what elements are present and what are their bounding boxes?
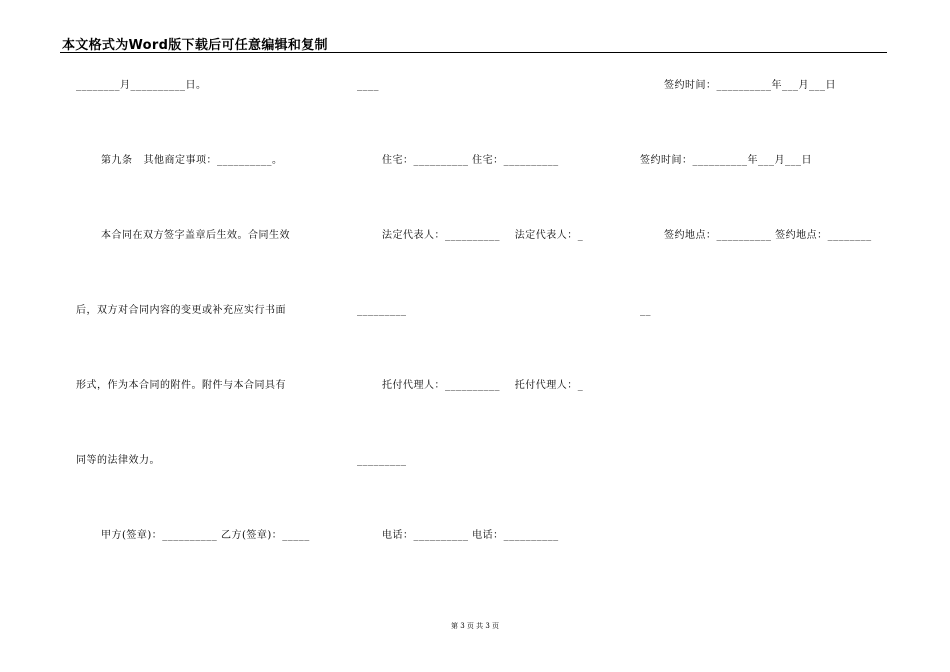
right-line-sign-place-cont: __ (640, 305, 651, 316)
left-line-effect-3: 形式，作为本合同的附件。附件与本合同具有 (76, 380, 286, 391)
page-number-footer: 第 3 页 共 3 页 (450, 622, 500, 630)
middle-line-agent: 托付代理人：__________ 托付代理人：_ (382, 380, 584, 391)
middle-line-legal-rep: 法定代表人：__________ 法定代表人：_ (382, 230, 584, 241)
left-line-signatures: 甲方(签章)：__________ 乙方(签章)：_____ (101, 530, 310, 541)
header-divider (60, 52, 887, 53)
right-line-sign-time-2: 签约时间：__________年___月___日 (640, 155, 812, 166)
left-line-effect-1: 本合同在双方签字盖章后生效。合同生效 (101, 230, 290, 241)
document-header-title: 本文格式为Word版下载后可任意编辑和复制 (62, 38, 328, 53)
left-line-effect-4: 同等的法律效力。 (76, 455, 160, 466)
middle-line-blank: ____ (357, 80, 379, 91)
left-line-article-nine: 第九条 其他商定事项：__________。 (101, 155, 283, 166)
middle-line-residence: 住宅：__________ 住宅：__________ (382, 155, 559, 166)
middle-line-phone: 电话：__________ 电话：__________ (382, 530, 559, 541)
middle-line-legal-rep-cont: _________ (357, 305, 407, 316)
right-line-sign-place: 签约地点：__________ 签约地点：________ (664, 230, 872, 241)
left-line-date: ________月__________日。 (76, 80, 207, 91)
middle-line-agent-cont: _________ (357, 455, 407, 466)
left-line-effect-2: 后，双方对合同内容的变更或补充应实行书面 (76, 305, 286, 316)
right-line-sign-time-1: 签约时间：__________年___月___日 (664, 80, 836, 91)
